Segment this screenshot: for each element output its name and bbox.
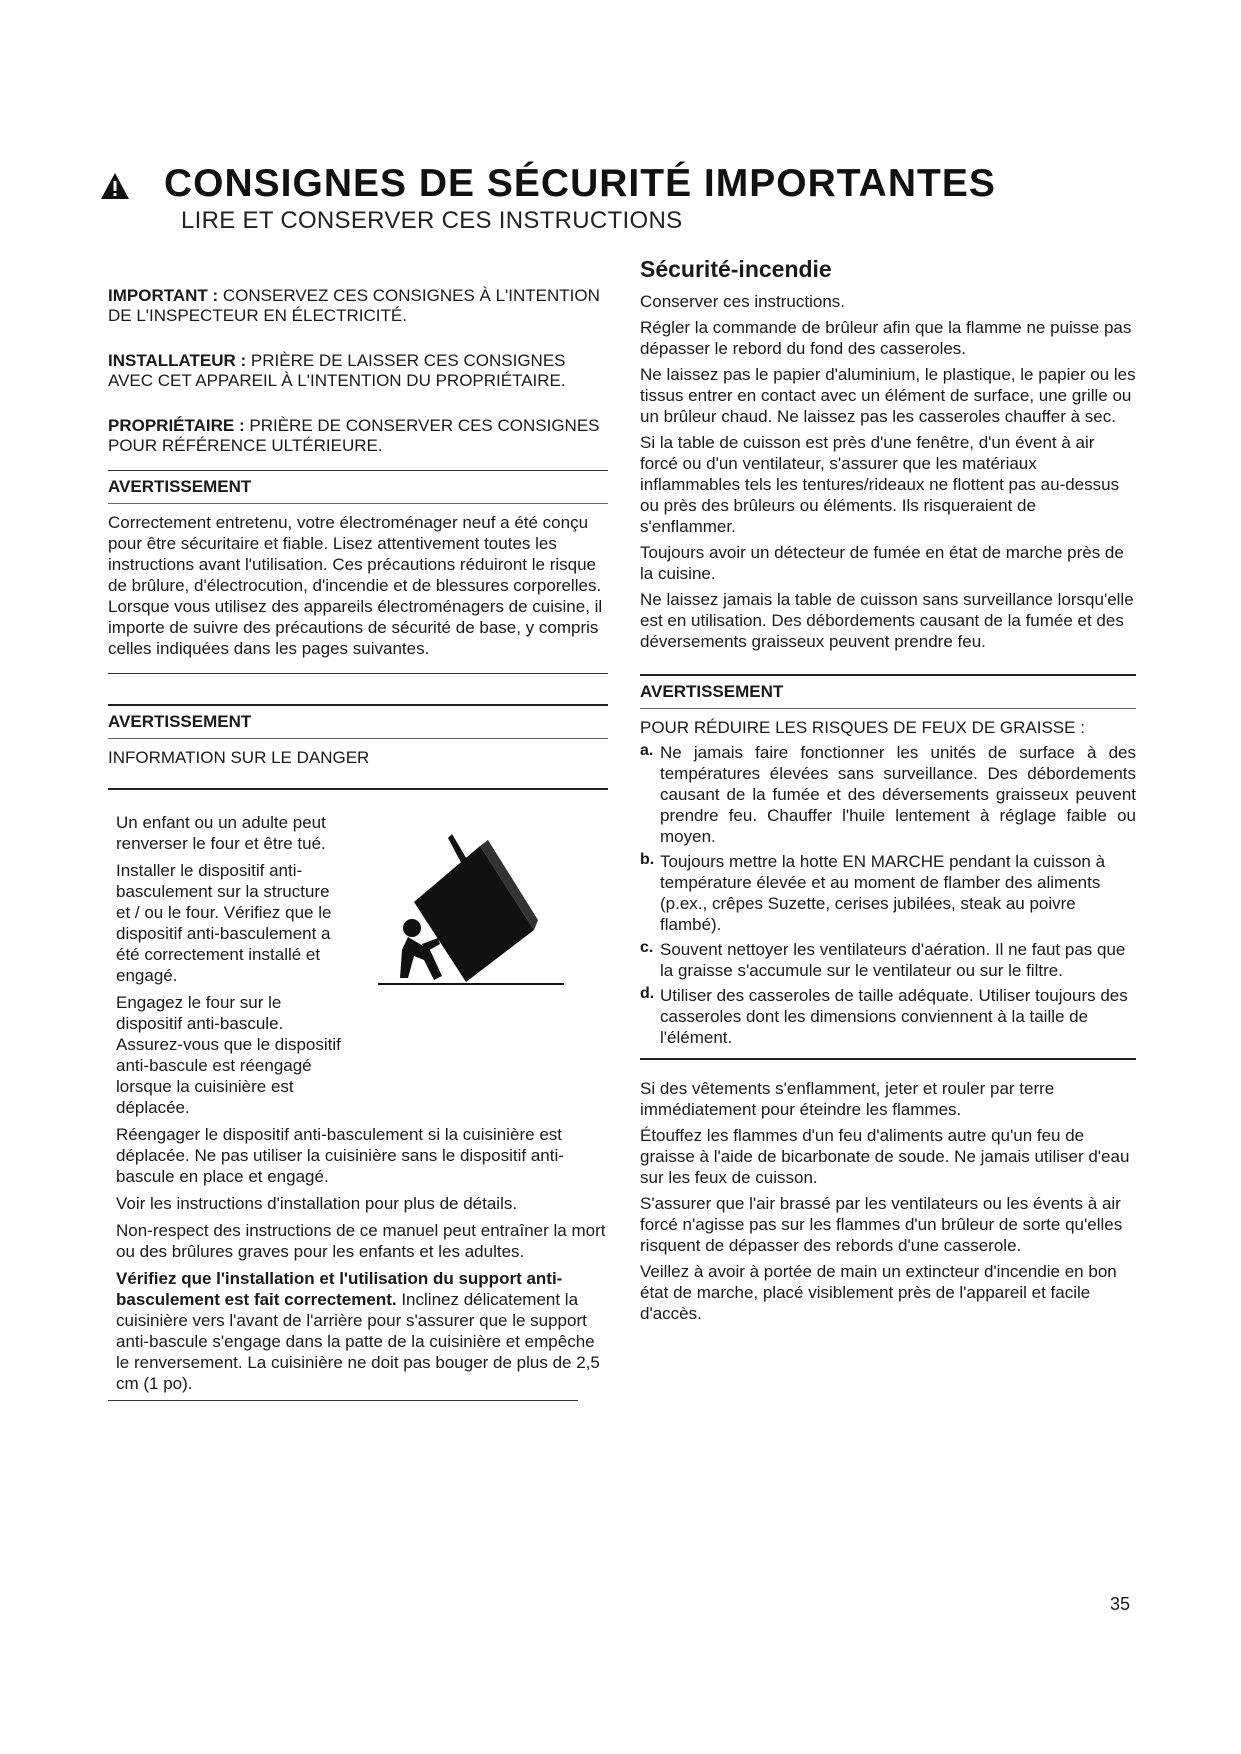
left-column [108,286,608,1401]
warning-2-title: AVERTISSEMENT [108,706,608,739]
fire-response-block [640,1078,1136,1324]
fire-safety-title: Sécurité-incendie [640,256,832,282]
hazard-paragraph-1: Un enfant ou un adulte peut renverser le four et être tué. [116,813,326,853]
left-bottom-rule [108,1400,578,1401]
page-title: CONSIGNES DE SÉCURITÉ IMPORTANTES [164,162,996,205]
page-subtitle: LIRE ET CONSERVER CES INSTRUCTIONS [181,207,683,234]
warning-box-1 [108,470,608,674]
warning-triangle-icon [100,172,130,200]
right-column [640,256,1136,1329]
fire-paragraph-8: Étouffez les flammes d'un feu d'aliments autre qu'un feu de graisse à l'aide de bicarbonate de soude. Ne jamais utiliser d'eau sur les feux de cuisson. [640,1126,1130,1187]
important-text: CONSERVEZ CES CONSIGNES À L'INTENTION DE L'INSPECTEUR EN ÉLECTRICITÉ. [108,286,600,325]
installateur-label: INSTALLATEUR : [108,351,247,370]
warning-1-title: AVERTISSEMENT [108,471,608,504]
list-item [640,939,1136,981]
list-item-letter: a. [640,742,654,759]
grease-fire-warning-box [640,674,1136,1060]
fire-paragraph-5: Toujours avoir un détecteur de fumée en état de marche près de la cuisine. [640,543,1124,583]
fire-paragraph-3: Ne laissez pas le papier d'aluminium, le plastique, le papier ou les tissus entrer en contact avec un élément de surface, une grille ou un brûleur chaud. Ne laissez pas les casseroles chauffer à sec. [640,365,1136,426]
important-block [108,286,608,326]
warning-2-text: INFORMATION SUR LE DANGER [108,748,370,767]
hazard-paragraph-2: Installer le dispositif anti-basculement sur la structure et / ou le four. Vérifiez que le dispositif anti-basculement a été correctement installé et engagé. [116,861,332,985]
after-paragraph-4-bold: Vérifiez que l'installation et l'utilisation du support anti-basculement est fait correctement. [116,1269,563,1309]
grease-warning-intro: POUR RÉDUIRE LES RISQUES DE FEUX DE GRAISSE : [640,718,1085,737]
anti-tip-instructions [108,1124,608,1394]
after-paragraph-4-rest: Inclinez délicatement la cuisinière vers l'avant de l'arrière pour s'assurer que le support anti-bascule s'engage dans la patte de la cuisinière et empêche le renversement. La cuisinière ne doit pas bouger de plus de 2,5 cm (1 po). [116,1290,600,1393]
list-item-text: Utiliser des casseroles de taille adéquate. Utiliser toujours des casseroles dont les dimensions conviennent à la taille de l'élément. [660,986,1128,1047]
tipping-oven-illustration [368,812,568,1002]
proprietaire-block [108,416,608,456]
installateur-text: PRIÈRE DE LAISSER CES CONSIGNES AVEC CET APPAREIL À L'INTENTION DU PROPRIÉTAIRE. [108,351,566,390]
grease-warning-title: AVERTISSEMENT [640,676,1136,709]
fire-paragraph-6: Ne laissez jamais la table de cuisson sans surveillance lorsqu'elle est en utilisation. Des débordements causant de la fumée et des déversements graisseux peuvent prendre feu. [640,590,1134,651]
warning-box-2 [108,704,608,790]
list-item [640,851,1136,935]
header [100,162,1150,235]
list-item-letter: c. [640,939,654,956]
after-paragraph-1: Réengager le dispositif anti-basculement si la cuisinière est déplacée. Ne pas utiliser la cuisinière sans le dispositif anti-bascule en place et engagé. [116,1125,564,1186]
list-item-text: Souvent nettoyer les ventilateurs d'aération. Il ne faut pas que la graisse s'accumule sur le ventilateur ou sur le filtre. [660,940,1126,980]
proprietaire-label: PROPRIÉTAIRE : [108,416,245,435]
fire-paragraph-2: Régler la commande de brûleur afin que la flamme ne puisse pas dépasser le rebord du fond des casseroles. [640,318,1132,358]
warning-1-text: Correctement entretenu, votre électroménager neuf a été conçu pour être sécuritaire et fiable. Lisez attentivement toutes les instructions avant l'utilisation. Ces précautions réduiront le risque de brûlure, d'électrocution, d'incendie et de blessures corporelles. Lorsque vous utilisez des appareils électroménagers de cuisine, il importe de suivre des précautions de sécurité de base, y compris celles indiquées dans les pages suivantes. [108,513,603,658]
title-row [100,162,1150,206]
fire-paragraph-9: S'assurer que l'air brassé par les ventilateurs ou les évents à air forcé n'agisse pas sur les flammes d'un brûleur de sorte qu'elles risquent de dépasser des rebords d'une casserole. [640,1194,1123,1255]
fire-paragraph-7: Si des vêtements s'enflamment, jeter et rouler par terre immédiatement pour éteindre les flammes. [640,1079,1055,1119]
list-item [640,742,1136,847]
hazard-section [108,812,608,1118]
fire-paragraph-10: Veillez à avoir à portée de main un extincteur d'incendie en bon état de marche, placé visiblement près de l'appareil et facile d'accès. [640,1262,1117,1323]
important-label: IMPORTANT : [108,286,219,305]
list-item-text: Toujours mettre la hotte EN MARCHE pendant la cuisson à température élevée et au moment de flamber des aliments (p.ex., crêpes Suzette, cerises jubilées, steak au poivre flambé). [660,852,1106,934]
after-paragraph-3: Non-respect des instructions de ce manuel peut entraîner la mort ou des brûlures graves pour les enfants et les adultes. [116,1221,606,1261]
after-paragraph-2: Voir les instructions d'installation pour plus de détails. [116,1194,518,1213]
hazard-text [116,812,341,1118]
list-item [640,985,1136,1048]
fire-paragraph-4: Si la table de cuisson est près d'une fenêtre, d'un évent à air forcé ou d'un ventilateur, s'assurer que les matériaux inflammables tels les tentures/rideaux ne flottent pas au-dessus ou près des brûleurs ou éléments. Ils risqueraient de s'enflammer. [640,433,1120,536]
fire-paragraph-1: Conserver ces instructions. [640,292,846,311]
page-number: 35 [1110,1594,1131,1614]
list-item-letter: b. [640,851,655,868]
list-item-text: Ne jamais faire fonctionner les unités de surface à des températures élevées sans surveillance. Des débordements causant de la fumée et des déversements graisseux peuvent prendre feu. Chauffer l'huile lentement à réglage faible ou moyen. [660,743,1136,846]
list-item-letter: d. [640,985,655,1002]
installateur-block [108,351,608,391]
hazard-paragraph-3: Engagez le four sur le dispositif anti-bascule. Assurez-vous que le dispositif anti-bascule est réengagé lorsque la cuisinière est déplacée. [116,993,341,1117]
proprietaire-text: PRIÈRE DE CONSERVER CES CONSIGNES POUR RÉFÉRENCE ULTÉRIEURE. [108,416,600,455]
